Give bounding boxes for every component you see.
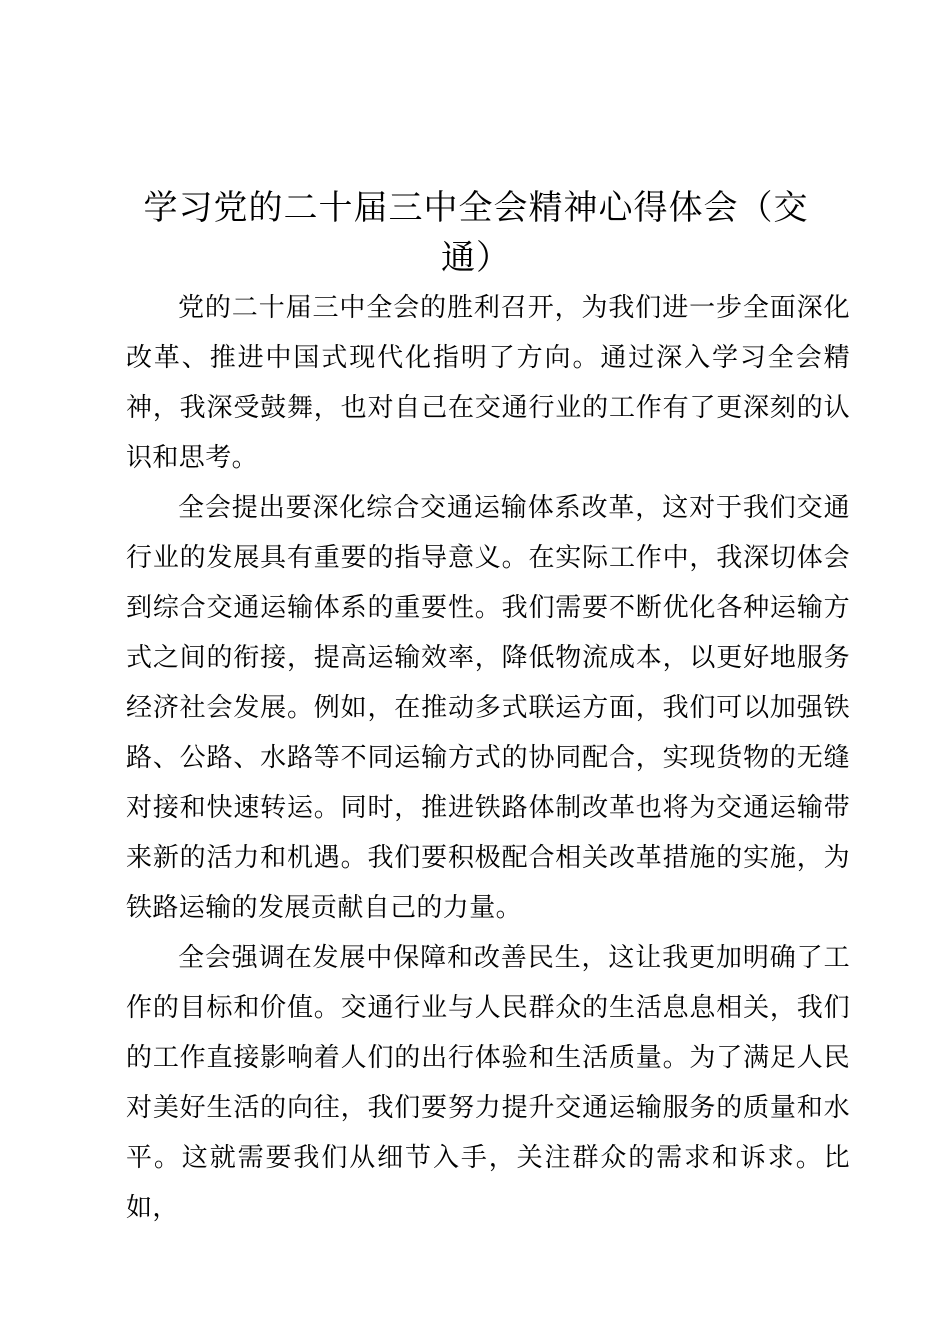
paragraph-2: 全会提出要深化综合交通运输体系改革，这对于我们交通行业的发展具有重要的指导意义。在实际工作中，我深切体会到综合交通运输体系的重要性。我们需要不断优化各种运输方式之间的衔接，提高运输效率，降低物流成本，以更好地服务经济社会发展。例如，在推动多式联运方面，我们可以加强铁路、公路、水路等不同运输方式的协同配合，实现货物的无缝对接和快速转运。同时，推进铁路体制改革也将为交通运输带来新的活力和机遇。我们要积极配合相关改革措施的实施，为铁路运输的发展贡献自己的力量。 [126, 493, 850, 923]
paragraph-3: 全会强调在发展中保障和改善民生，这让我更加明确了工作的目标和价值。交通行业与人民群众的生活息息相关，我们的工作直接影响着人们的出行体验和生活质量。为了满足人民对美好生活的向往，我们要努力提升交通运输服务的质量和水平。这就需要我们从细节入手，关注群众的需求和诉求。比如， [126, 943, 850, 1223]
document-title: 学习党的二十届三中全会精神心得体会（交通） [143, 188, 809, 278]
paragraph-1: 党的二十届三中全会的胜利召开，为我们进一步全面深化改革、推进中国式现代化指明了方向。通过深入学习全会精神，我深受鼓舞，也对自己在交通行业的工作有了更深刻的认识和思考。 [126, 293, 850, 473]
document-body [126, 283, 850, 1233]
